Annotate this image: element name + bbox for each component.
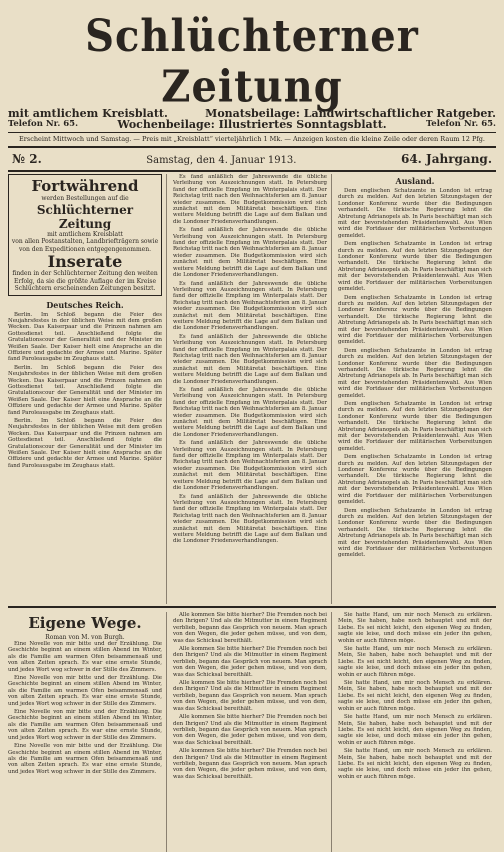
article-text: Es fand anläßlich der Jahreswende die übliche Verleihung von Auszeichnungen statt. In Petersburg fand der offizielle Empfang im Winterpalais statt. Der Reichstag tritt nach den Weihnachtsferien am 8. Januar wieder zusammen. Die Budgetkommission wird sich zunächst mit dem Militäretat beschäftigen. Eine weitere Meldung betrifft die Lage auf dem Balkan und die Londoner Friedensverhandlungen.	[173, 493, 327, 545]
article-text: Dem englischen Schatzamte in London ist ertrag durch zu melden. Auf den letzten Sitzungstagen der Londoner Konferenz wurde über die Bedingungen verhandelt. Die türkische Regierung lehnt die Abtretung Adrianopels ab. In Paris beschäftigt man sich mit der bevorstehenden Präsidentenwahl. Aus Wien wird die Fortdauer der militärischen Vorbereitungen gemeldet.	[338, 401, 492, 452]
column-2	[173, 174, 332, 604]
divider	[8, 606, 496, 608]
subtitle-row-2	[8, 119, 496, 130]
masthead-title: Schlüchterner Zeitung	[85, 10, 419, 113]
box-inserate: Inserate	[47, 252, 123, 271]
publication-notice: Erscheint Mittwoch und Samstag. — Preis mit „Kreisblatt“ vierteljährlich 1 Mk. — Anzeigen kosten die kleine Zeile oder deren Raum 12 Pfg.	[19, 135, 485, 143]
section-title: Deutsches Reich.	[46, 299, 124, 310]
article-text: Es fand anläßlich der Jahreswende die übliche Verleihung von Auszeichnungen statt. In Petersburg fand der offizielle Empfang im Winterpalais statt. Der Reichstag tritt nach den Weihnachtsferien am 8. Januar wieder zusammen. Die Budgetkommission wird sich zunächst mit dem Militäretat beschäftigen. Eine weitere Meldung betrifft die Lage auf dem Balkan und die Londoner Friedensverhandlungen.	[173, 280, 327, 332]
volume: 64. Jahrgang.	[400, 152, 492, 166]
telefon-right: Telefon Nr. 65.	[425, 119, 496, 129]
article-text: Es fand anläßlich der Jahreswende die übliche Verleihung von Auszeichnungen statt. In Petersburg fand der offizielle Empfang im Winterpalais statt. Der Reichstag tritt nach den Weihnachtsferien am 8. Januar wieder zusammen. Die Budgetkommission wird sich zunächst mit dem Militäretat beschäftigen. Eine weitere Meldung betrifft die Lage auf dem Balkan und die Londoner Friedensverhandlungen.	[173, 440, 327, 492]
article-text: Es fand anläßlich der Jahreswende die übliche Verleihung von Auszeichnungen statt. In Petersburg fand der offizielle Empfang im Winterpalais statt. Der Reichstag tritt nach den Weihnachtsferien am 8. Januar wieder zusammen. Die Budgetkommission wird sich zunächst mit dem Militäretat beschäftigen. Eine weitere Meldung betrifft die Lage auf dem Balkan und die Londoner Friedensverhandlungen.	[173, 227, 327, 279]
serial-text: Alle kommen Sie bitte hierher? Die Fremden noch bei den Ihrigen? Und als die Mitmutter in einem Regiment verblieb, begann das Gespräch von neuem. Man sprach von den Wegen, die jeder gehen müsse, und von dem, was das Schicksal bereithält.	[173, 646, 327, 678]
serial-text: Alle kommen Sie bitte hierher? Die Fremden noch bei den Ihrigen? Und als die Mitmutter in einem Regiment verblieb, begann das Gespräch von neuem. Man sprach von den Wegen, die jeder gehen müsse, und von dem, was das Schicksal bereithält.	[173, 612, 327, 644]
article-text: Dem englischen Schatzamte in London ist ertrag durch zu melden. Auf den letzten Sitzungstagen der Londoner Konferenz wurde über die Bedingungen verhandelt. Die türkische Regierung lehnt die Abtretung Adrianopels ab. In Paris beschäftigt man sich mit der bevorstehenden Präsidentenwahl. Aus Wien wird die Fortdauer der militärischen Vorbereitungen gemeldet.	[338, 347, 492, 399]
article-text: Dem englischen Schatzamte in London ist ertrag durch zu melden. Auf den letzten Sitzungstagen der Londoner Konferenz wurde über die Bedingungen verhandelt. Die türkische Regierung lehnt die Abtretung Adrianopels ab. In Paris beschäftigt man sich mit der bevorstehenden Präsidentenwahl. Aus Wien wird die Fortdauer der militärischen Vorbereitungen gemeldet.	[338, 241, 492, 293]
serial-title: Eigene Wege.	[28, 614, 142, 632]
column-1	[8, 174, 167, 604]
section-title: Ausland.	[395, 176, 435, 186]
issue-date: Samstag, den 4. Januar 1913.	[146, 155, 297, 166]
serial-text: Eine Novelle von mir bitte und der Erzählung. Die Geschichte beginnt an einem stillen Abend im Winter, als die Familie am warmen Ofen beisammensaß und von alten Zeiten sprach. Es war eine ernste Stunde, und jedes Wort wog schwer in der Stille des Zimmers.	[8, 675, 162, 707]
divider	[8, 146, 496, 148]
serial-text: Sie hatte Hand, um mir noch Mensch zu erklären. Mein, Sie haben, habe noch behauptet und mit der Liebe. Es sei nicht leicht, den eigenen Weg zu finden, sagte sie leise, und doch müsse ein jeder ihn gehen, wohin er auch führen möge.	[338, 646, 492, 678]
article-text: Es fand anläßlich der Jahreswende die übliche Verleihung von Auszeichnungen statt. In Petersburg fand der offizielle Empfang im Winterpalais statt. Der Reichstag tritt nach den Weihnachtsferien am 8. Januar wieder zusammen. Die Budgetkommission wird sich zunächst mit dem Militäretat beschäftigen. Eine weitere Meldung betrifft die Lage auf dem Balkan und die Londoner Friedensverhandlungen.	[173, 387, 327, 438]
serial-text: Alle kommen Sie bitte hierher? Die Fremden noch bei den Ihrigen? Und als die Mitmutter in einem Regiment verblieb, begann das Gespräch von neuem. Man sprach von den Wegen, die jeder gehen müsse, und von dem, was das Schicksal bereithält.	[173, 680, 327, 712]
box-title: Fortwährend	[31, 177, 139, 195]
bottom-columns	[8, 612, 496, 852]
serial-text: Sie hatte Hand, um mir noch Mensch zu erklären. Mein, Sie haben, habe noch behauptet und mit der Liebe. Es sei nicht leicht, den eigenen Weg zu finden, sagte sie leise, und doch müsse ein jeder ihn gehen, wohin er auch führen möge.	[338, 612, 492, 644]
box-line: von allen Postanstalten, Landbriefträgern sowie von den Expeditionen entgegengenommen.	[11, 238, 159, 253]
box-line: werden Bestellungen auf die	[41, 195, 129, 202]
subtitle-center: Wochenbeilage: Illustriertes Sonntagsblatt.	[117, 118, 387, 131]
article-text: Es fand anläßlich der Jahreswende die übliche Verleihung von Auszeichnungen statt. In Petersburg fand der offizielle Empfang im Winterpalais statt. Der Reichstag tritt nach den Weihnachtsferien am 8. Januar wieder zusammen. Die Budgetkommission wird sich zunächst mit dem Militäretat beschäftigen. Eine weitere Meldung betrifft die Lage auf dem Balkan und die Londoner Friedensverhandlungen.	[173, 333, 327, 385]
serial-text: Sie hatte Hand, um mir noch Mensch zu erklären. Mein, Sie haben, habe noch behauptet und mit der Liebe. Es sei nicht leicht, den eigenen Weg zu finden, sagte sie leise, und doch müsse ein jeder ihn gehen, wohin er auch führen möge.	[338, 748, 492, 780]
article-text: Es fand anläßlich der Jahreswende die übliche Verleihung von Auszeichnungen statt. In Petersburg fand der offizielle Empfang im Winterpalais statt. Der Reichstag tritt nach den Weihnachtsferien am 8. Januar wieder zusammen. Die Budgetkommission wird sich zunächst mit dem Militäretat beschäftigen. Eine weitere Meldung betrifft die Lage auf dem Balkan und die Londoner Friedensverhandlungen.	[173, 174, 327, 225]
box-line: mit amtlichem Kreisblatt	[47, 230, 123, 238]
divider	[8, 170, 496, 172]
telefon-left: Telefon Nr. 65.	[8, 119, 79, 129]
issue-row	[8, 150, 496, 168]
serial-text: Sie hatte Hand, um mir noch Mensch zu erklären. Mein, Sie haben, habe noch behauptet und mit der Liebe. Es sei nicht leicht, den eigenen Weg zu finden, sagte sie leise, und doch müsse ein jeder ihn gehen, wohin er auch führen möge.	[338, 680, 492, 712]
article-text: Dem englischen Schatzamte in London ist ertrag durch zu melden. Auf den letzten Sitzungstagen der Londoner Konferenz wurde über die Bedingungen verhandelt. Die türkische Regierung lehnt die Abtretung Adrianopels ab. In Paris beschäftigt man sich mit der bevorstehenden Präsidentenwahl. Aus Wien wird die Fortdauer der militärischen Vorbereitungen gemeldet.	[338, 507, 492, 559]
article-text: Berlin. Im Schloß begann die Feier des Neujahrsfestes in der üblichen Weise mit dem großen Wecken. Das Kaiserpaar und die Prinzen nahmen am Gottesdienst teil. Anschließend folgte die Gratulationscour der Generalität und der Minister im Weißen Saale. Der Kaiser hielt eine Ansprache an die Offiziere und gedachte der Armee und Marine. Später fand Paroleausgabe im Zeughaus statt.	[8, 418, 162, 469]
serial-text: Sie hatte Hand, um mir noch Mensch zu erklären. Mein, Sie haben, habe noch behauptet und mit der Liebe. Es sei nicht leicht, den eigenen Weg zu finden, sagte sie leise, und doch müsse ein jeder ihn gehen, wohin er auch führen möge.	[338, 714, 492, 746]
subscription-box	[8, 174, 162, 296]
bottom-column-1	[8, 612, 167, 852]
serial-text: Eine Novelle von mir bitte und der Erzählung. Die Geschichte beginnt an einem stillen Abend im Winter, als die Familie am warmen Ofen beisammensaß und von alten Zeiten sprach. Es war eine ernste Stunde, und jedes Wort wog schwer in der Stille des Zimmers.	[8, 743, 162, 775]
serial-text: Eine Novelle von mir bitte und der Erzählung. Die Geschichte beginnt an einem stillen Abend im Winter, als die Familie am warmen Ofen beisammensaß und von alten Zeiten sprach. Es war eine ernste Stunde, und jedes Wort wog schwer in der Stille des Zimmers.	[8, 641, 162, 673]
bottom-column-2	[173, 612, 332, 852]
box-line: finden in der Schlüchterner Zeitung den weiten Erfolg, da sie die größte Auflage der im Kreise Schlüchtern erscheinenden Zeitungen besitzt.	[12, 270, 158, 292]
bottom-column-3	[338, 612, 496, 852]
column-3	[338, 174, 496, 604]
subtitle-right: Monatsbeilage: Landwirtschaftlicher Ratgeber.	[205, 107, 496, 120]
top-columns	[8, 174, 496, 604]
subtitle-left: mit amtlichem Kreisblatt.	[8, 107, 168, 120]
article-text: Berlin. Im Schloß begann die Feier des Neujahrsfestes in der üblichen Weise mit dem großen Wecken. Das Kaiserpaar und die Prinzen nahmen am Gottesdienst teil. Anschließend folgte die Gratulationscour der Generalität und der Minister im Weißen Saale. Der Kaiser hielt eine Ansprache an die Offiziere und gedachte der Armee und Marine. Später fand Paroleausgabe im Zeughaus statt.	[8, 364, 162, 416]
article-text: Berlin. Im Schloß begann die Feier des Neujahrsfestes in der üblichen Weise mit dem großen Wecken. Das Kaiserpaar und die Prinzen nahmen am Gottesdienst teil. Anschließend folgte die Gratulationscour der Generalität und der Minister im Weißen Saale. Der Kaiser hielt eine Ansprache an die Offiziere und gedachte der Armee und Marine. Später fand Paroleausgabe im Zeughaus statt.	[8, 311, 162, 363]
serial-text: Alle kommen Sie bitte hierher? Die Fremden noch bei den Ihrigen? Und als die Mitmutter in einem Regiment verblieb, begann das Gespräch von neuem. Man sprach von den Wegen, die jeder gehen müsse, und von dem, was das Schicksal bereithält.	[173, 714, 327, 746]
article-text: Dem englischen Schatzamte in London ist ertrag durch zu melden. Auf den letzten Sitzungstagen der Londoner Konferenz wurde über die Bedingungen verhandelt. Die türkische Regierung lehnt die Abtretung Adrianopels ab. In Paris beschäftigt man sich mit der bevorstehenden Präsidentenwahl. Aus Wien wird die Fortdauer der militärischen Vorbereitungen gemeldet.	[338, 294, 492, 346]
box-paper: Schlüchterner Zeitung	[36, 202, 134, 231]
divider	[8, 132, 496, 133]
serial-byline: Roman von M. von Burgh.	[45, 634, 125, 641]
serial-text: Eine Novelle von mir bitte und der Erzählung. Die Geschichte beginnt an einem stillen Abend im Winter, als die Familie am warmen Ofen beisammensaß und von alten Zeiten sprach. Es war eine ernste Stunde, und jedes Wort wog schwer in der Stille des Zimmers.	[8, 709, 162, 741]
article-text: Dem englischen Schatzamte in London ist ertrag durch zu melden. Auf den letzten Sitzungstagen der Londoner Konferenz wurde über die Bedingungen verhandelt. Die türkische Regierung lehnt die Abtretung Adrianopels ab. In Paris beschäftigt man sich mit der bevorstehenden Präsidentenwahl. Aus Wien wird die Fortdauer der militärischen Vorbereitungen gemeldet.	[338, 188, 492, 239]
issue-number: № 2.	[12, 152, 42, 166]
serial-text: Alle kommen Sie bitte hierher? Die Fremden noch bei den Ihrigen? Und als die Mitmutter in einem Regiment verblieb, begann das Gespräch von neuem. Man sprach von den Wegen, die jeder gehen müsse, und von dem, was das Schicksal bereithält.	[173, 748, 327, 780]
article-text: Dem englischen Schatzamte in London ist ertrag durch zu melden. Auf den letzten Sitzungstagen der Londoner Konferenz wurde über die Bedingungen verhandelt. Die türkische Regierung lehnt die Abtretung Adrianopels ab. In Paris beschäftigt man sich mit der bevorstehenden Präsidentenwahl. Aus Wien wird die Fortdauer der militärischen Vorbereitungen gemeldet.	[338, 454, 492, 506]
